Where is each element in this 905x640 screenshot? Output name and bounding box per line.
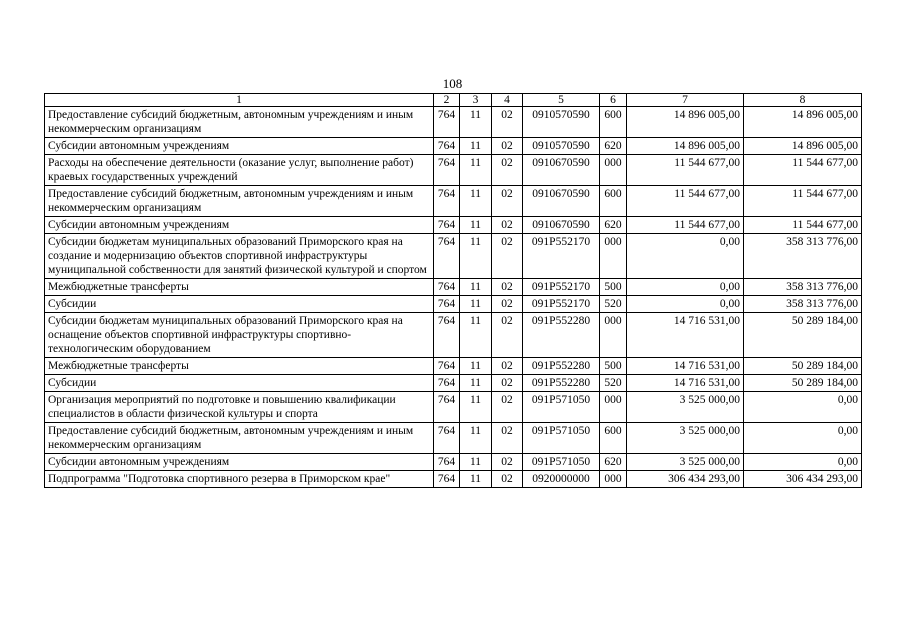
row-name-cell: Субсидии (45, 375, 434, 392)
amount-col7-cell: 3 525 000,00 (627, 392, 744, 423)
ministry-code-cell: 764 (434, 107, 460, 138)
amount-col7-cell: 14 896 005,00 (627, 138, 744, 155)
table-body (45, 107, 862, 488)
subsection-code-cell: 02 (492, 186, 523, 217)
target-article-cell: 0920000000 (523, 471, 600, 488)
section-code-cell: 11 (460, 454, 492, 471)
amount-col7-cell: 14 716 531,00 (627, 375, 744, 392)
column-header: 4 (492, 94, 523, 107)
table-row (45, 296, 862, 313)
subsection-code-cell: 02 (492, 217, 523, 234)
table-row (45, 155, 862, 186)
section-code-cell: 11 (460, 138, 492, 155)
expense-type-cell: 600 (600, 423, 627, 454)
ministry-code-cell: 764 (434, 454, 460, 471)
amount-col8-cell: 11 544 677,00 (744, 217, 862, 234)
column-header: 8 (744, 94, 862, 107)
table-row (45, 313, 862, 358)
subsection-code-cell: 02 (492, 296, 523, 313)
expense-type-cell: 520 (600, 296, 627, 313)
ministry-code-cell: 764 (434, 296, 460, 313)
ministry-code-cell: 764 (434, 471, 460, 488)
target-article-cell: 0910670590 (523, 217, 600, 234)
section-code-cell: 11 (460, 186, 492, 217)
target-article-cell: 091P552170 (523, 279, 600, 296)
table-row (45, 375, 862, 392)
ministry-code-cell: 764 (434, 234, 460, 279)
ministry-code-cell: 764 (434, 279, 460, 296)
row-name-cell: Организация мероприятий по подготовке и повышению квалификации специалистов в области физической культуры и спорта (45, 392, 434, 423)
target-article-cell: 091P552280 (523, 313, 600, 358)
section-code-cell: 11 (460, 313, 492, 358)
ministry-code-cell: 764 (434, 358, 460, 375)
ministry-code-cell: 764 (434, 217, 460, 234)
ministry-code-cell: 764 (434, 138, 460, 155)
expense-type-cell: 000 (600, 234, 627, 279)
subsection-code-cell: 02 (492, 107, 523, 138)
amount-col7-cell: 306 434 293,00 (627, 471, 744, 488)
ministry-code-cell: 764 (434, 375, 460, 392)
expense-type-cell: 000 (600, 155, 627, 186)
target-article-cell: 091P552170 (523, 296, 600, 313)
row-name-cell: Субсидии автономным учреждениям (45, 138, 434, 155)
section-code-cell: 11 (460, 234, 492, 279)
expense-type-cell: 500 (600, 279, 627, 296)
target-article-cell: 091P571050 (523, 423, 600, 454)
section-code-cell: 11 (460, 423, 492, 454)
amount-col8-cell: 306 434 293,00 (744, 471, 862, 488)
column-header: 1 (45, 94, 434, 107)
expense-type-cell: 000 (600, 392, 627, 423)
column-header: 7 (627, 94, 744, 107)
row-name-cell: Субсидии бюджетам муниципальных образований Приморского края на создание и модернизацию объектов спортивной инфраструктуры муниципальной собственности для занятий физической культурой и спортом (45, 234, 434, 279)
amount-col8-cell: 14 896 005,00 (744, 107, 862, 138)
target-article-cell: 091P552170 (523, 234, 600, 279)
amount-col7-cell: 14 716 531,00 (627, 358, 744, 375)
amount-col8-cell: 0,00 (744, 392, 862, 423)
expense-type-cell: 000 (600, 313, 627, 358)
section-code-cell: 11 (460, 375, 492, 392)
subsection-code-cell: 02 (492, 313, 523, 358)
table-row (45, 471, 862, 488)
amount-col7-cell: 0,00 (627, 234, 744, 279)
row-name-cell: Субсидии бюджетам муниципальных образований Приморского края на оснащение объектов спортивной инфраструктуры спортивно-технологическим оборудованием (45, 313, 434, 358)
table-row (45, 217, 862, 234)
amount-col8-cell: 358 313 776,00 (744, 279, 862, 296)
subsection-code-cell: 02 (492, 423, 523, 454)
subsection-code-cell: 02 (492, 279, 523, 296)
section-code-cell: 11 (460, 471, 492, 488)
row-name-cell: Субсидии (45, 296, 434, 313)
expense-type-cell: 620 (600, 454, 627, 471)
target-article-cell: 0910570590 (523, 138, 600, 155)
section-code-cell: 11 (460, 296, 492, 313)
amount-col7-cell: 11 544 677,00 (627, 186, 744, 217)
amount-col8-cell: 358 313 776,00 (744, 234, 862, 279)
column-header: 3 (460, 94, 492, 107)
column-number-row (45, 94, 862, 107)
amount-col8-cell: 0,00 (744, 454, 862, 471)
table-row (45, 234, 862, 279)
subsection-code-cell: 02 (492, 375, 523, 392)
row-name-cell: Межбюджетные трансферты (45, 279, 434, 296)
expense-type-cell: 520 (600, 375, 627, 392)
column-header: 6 (600, 94, 627, 107)
ministry-code-cell: 764 (434, 423, 460, 454)
amount-col7-cell: 14 716 531,00 (627, 313, 744, 358)
subsection-code-cell: 02 (492, 234, 523, 279)
table-row (45, 392, 862, 423)
expense-type-cell: 620 (600, 217, 627, 234)
amount-col7-cell: 11 544 677,00 (627, 217, 744, 234)
row-name-cell: Субсидии автономным учреждениям (45, 454, 434, 471)
target-article-cell: 0910670590 (523, 186, 600, 217)
table-row (45, 138, 862, 155)
table-row (45, 186, 862, 217)
expense-type-cell: 500 (600, 358, 627, 375)
subsection-code-cell: 02 (492, 155, 523, 186)
target-article-cell: 091P571050 (523, 454, 600, 471)
amount-col7-cell: 0,00 (627, 279, 744, 296)
subsection-code-cell: 02 (492, 471, 523, 488)
ministry-code-cell: 764 (434, 392, 460, 423)
row-name-cell: Предоставление субсидий бюджетным, автономным учреждениям и иным некоммерческим организациям (45, 423, 434, 454)
table-row (45, 454, 862, 471)
row-name-cell: Межбюджетные трансферты (45, 358, 434, 375)
expense-type-cell: 620 (600, 138, 627, 155)
amount-col8-cell: 358 313 776,00 (744, 296, 862, 313)
target-article-cell: 091P552280 (523, 358, 600, 375)
table-row (45, 423, 862, 454)
table-row (45, 279, 862, 296)
target-article-cell: 091P571050 (523, 392, 600, 423)
amount-col8-cell: 50 289 184,00 (744, 313, 862, 358)
amount-col8-cell: 50 289 184,00 (744, 358, 862, 375)
section-code-cell: 11 (460, 279, 492, 296)
amount-col7-cell: 0,00 (627, 296, 744, 313)
subsection-code-cell: 02 (492, 392, 523, 423)
row-name-cell: Подпрограмма "Подготовка спортивного резерва в Приморском крае" (45, 471, 434, 488)
expense-type-cell: 600 (600, 186, 627, 217)
ministry-code-cell: 764 (434, 155, 460, 186)
table-row (45, 107, 862, 138)
amount-col7-cell: 14 896 005,00 (627, 107, 744, 138)
table-row (45, 358, 862, 375)
amount-col7-cell: 3 525 000,00 (627, 423, 744, 454)
expense-type-cell: 000 (600, 471, 627, 488)
subsection-code-cell: 02 (492, 138, 523, 155)
section-code-cell: 11 (460, 217, 492, 234)
amount-col8-cell: 14 896 005,00 (744, 138, 862, 155)
amount-col8-cell: 50 289 184,00 (744, 375, 862, 392)
row-name-cell: Предоставление субсидий бюджетным, автономным учреждениям и иным некоммерческим организациям (45, 107, 434, 138)
amount-col8-cell: 11 544 677,00 (744, 186, 862, 217)
amount-col8-cell: 11 544 677,00 (744, 155, 862, 186)
ministry-code-cell: 764 (434, 186, 460, 217)
target-article-cell: 0910670590 (523, 155, 600, 186)
budget-table (44, 93, 862, 488)
amount-col8-cell: 0,00 (744, 423, 862, 454)
row-name-cell: Предоставление субсидий бюджетным, автономным учреждениям и иным некоммерческим организациям (45, 186, 434, 217)
ministry-code-cell: 764 (434, 313, 460, 358)
row-name-cell: Расходы на обеспечение деятельности (оказание услуг, выполнение работ) краевых государственных учреждений (45, 155, 434, 186)
page-number: 108 (442, 76, 463, 91)
column-header: 2 (434, 94, 460, 107)
amount-col7-cell: 11 544 677,00 (627, 155, 744, 186)
amount-col7-cell: 3 525 000,00 (627, 454, 744, 471)
target-article-cell: 0910570590 (523, 107, 600, 138)
subsection-code-cell: 02 (492, 454, 523, 471)
section-code-cell: 11 (460, 107, 492, 138)
target-article-cell: 091P552280 (523, 375, 600, 392)
row-name-cell: Субсидии автономным учреждениям (45, 217, 434, 234)
section-code-cell: 11 (460, 155, 492, 186)
section-code-cell: 11 (460, 358, 492, 375)
expense-type-cell: 600 (600, 107, 627, 138)
subsection-code-cell: 02 (492, 358, 523, 375)
section-code-cell: 11 (460, 392, 492, 423)
column-header: 5 (523, 94, 600, 107)
